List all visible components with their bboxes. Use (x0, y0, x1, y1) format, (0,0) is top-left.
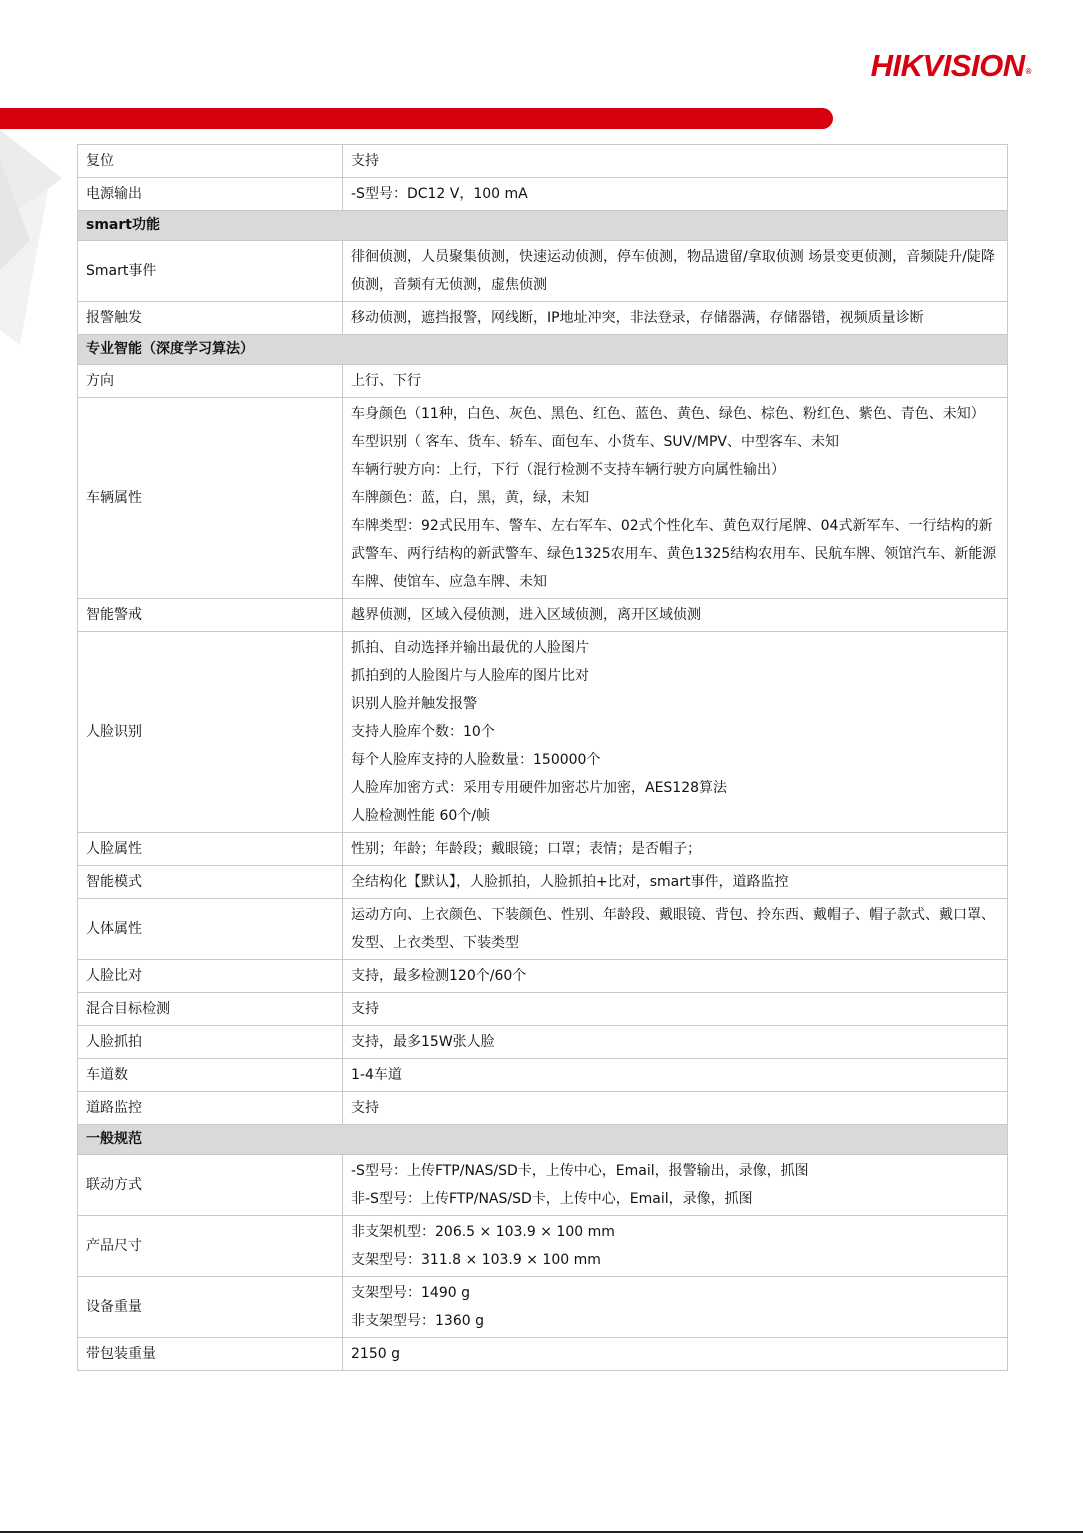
spec-key: 电源输出 (78, 178, 343, 211)
spec-value-line: 车牌类型：92式民用车、警车、左右军车、02式个性化车、黄色双行尾牌、04式新军车、一行结构的新武警车、两行结构的新武警车、绿色1325农用车、黄色1325结构农用车、民航车牌、领馆汽车、新能源车牌、使馆车、应急车牌、未知 (351, 518, 997, 590)
table-row (78, 1277, 1008, 1338)
spec-key: 人脸抓拍 (78, 1026, 343, 1059)
spec-key: Smart事件 (78, 241, 343, 302)
spec-key: 车辆属性 (78, 398, 343, 599)
header-red-bar (0, 108, 833, 129)
spec-value-line: 支架型号：311.8 × 103.9 × 100 mm (351, 1252, 601, 1268)
table-row (78, 145, 1008, 178)
spec-key: 方向 (78, 365, 343, 398)
spec-value (343, 632, 1008, 833)
spec-value-line: 每个人脸库支持的人脸数量：150000个 (351, 752, 601, 768)
table-row (78, 1155, 1008, 1216)
section-title: smart功能 (78, 211, 1008, 241)
spec-value-line: 识别人脸并触发报警 (351, 696, 477, 712)
spec-key: 人脸属性 (78, 833, 343, 866)
spec-value (343, 398, 1008, 599)
spec-value-line: 车型识别（ 客车、货车、轿车、面包车、小货车、SUV/MPV、中型客车、未知 (351, 434, 839, 450)
spec-value (343, 833, 1008, 866)
table-row (78, 599, 1008, 632)
hikvision-logo: HIKVISION® (870, 48, 1031, 83)
spec-value (343, 1216, 1008, 1277)
spec-value (343, 145, 1008, 178)
spec-value-line: 非支架机型：206.5 × 103.9 × 100 mm (351, 1224, 615, 1240)
table-row (78, 398, 1008, 599)
spec-value (343, 599, 1008, 632)
spec-value-line: 车身颜色（11种，白色、灰色、黑色、红色、蓝色、黄色、绿色、棕色、粉红色、紫色、青色、未知） (351, 406, 985, 422)
spec-key: 人脸比对 (78, 960, 343, 993)
spec-value (343, 993, 1008, 1026)
spec-value (343, 1155, 1008, 1216)
table-row (78, 1026, 1008, 1059)
decorative-star-shape (0, 120, 80, 350)
spec-value-line: 支持 (351, 1100, 379, 1116)
spec-value-line: 全结构化【默认】，人脸抓拍，人脸抓拍+比对，smart事件，道路监控 (351, 874, 789, 890)
table-row (78, 833, 1008, 866)
table-row (78, 960, 1008, 993)
spec-value (343, 1026, 1008, 1059)
table-row (78, 1059, 1008, 1092)
spec-key: 联动方式 (78, 1155, 343, 1216)
table-row (78, 365, 1008, 398)
spec-value-line: 支持 (351, 1001, 379, 1017)
spec-key: 人脸识别 (78, 632, 343, 833)
table-row (78, 899, 1008, 960)
spec-table (77, 144, 1008, 1371)
spec-value-line: 上行、下行 (351, 373, 421, 389)
spec-value-line: -S型号：上传FTP/NAS/SD卡，上传中心，Email，报警输出，录像，抓图 (351, 1163, 809, 1179)
spec-value-line: 性别；年龄；年龄段；戴眼镜；口罩；表情；是否帽子； (351, 841, 701, 857)
table-row (78, 1216, 1008, 1277)
spec-value-line: 人脸库加密方式：采用专用硬件加密芯片加密，AES128算法 (351, 780, 728, 796)
spec-value-line: 徘徊侦测，人员聚集侦测，快速运动侦测，停车侦测，物品遗留/拿取侦测 场景变更侦测，音频陡升/陡降侦测，音频有无侦测，虚焦侦测 (351, 249, 995, 293)
section-title: 一般规范 (78, 1125, 1008, 1155)
spec-value-line: 抓拍、自动选择并输出最优的人脸图片 (351, 640, 589, 656)
spec-key: 车道数 (78, 1059, 343, 1092)
spec-key: 人体属性 (78, 899, 343, 960)
spec-value (343, 1277, 1008, 1338)
spec-value-line: 支持，最多检测120个/60个 (351, 968, 527, 984)
spec-value (343, 899, 1008, 960)
spec-key: 带包装重量 (78, 1338, 343, 1371)
spec-value (343, 241, 1008, 302)
section-title: 专业智能（深度学习算法） (78, 335, 1008, 365)
spec-key: 道路监控 (78, 1092, 343, 1125)
spec-value-line: 人脸检测性能 60个/帧 (351, 808, 490, 824)
spec-value (343, 1092, 1008, 1125)
spec-value-line: 抓拍到的人脸图片与人脸库的图片比对 (351, 668, 589, 684)
spec-value (343, 178, 1008, 211)
spec-value-line: 1-4车道 (351, 1067, 402, 1083)
table-row (78, 993, 1008, 1026)
spec-value (343, 302, 1008, 335)
table-row (78, 178, 1008, 211)
spec-value-line: 支持人脸库个数：10个 (351, 724, 495, 740)
spec-value-line: 运动方向、上衣颜色、下装颜色、性别、年龄段、戴眼镜、背包、拎东西、戴帽子、帽子款式、戴口罩、发型、上衣类型、下装类型 (351, 907, 995, 951)
table-row (78, 632, 1008, 833)
table-row (78, 1092, 1008, 1125)
spec-value-line: 车辆行驶方向：上行，下行（混行检测不支持车辆行驶方向属性输出） (351, 462, 785, 478)
spec-value-line: -S型号：DC12 V，100 mA (351, 186, 528, 202)
table-row (78, 241, 1008, 302)
footer-line (0, 1531, 1083, 1533)
spec-value-line: 车牌颜色：蓝，白，黑，黄，绿，未知 (351, 490, 589, 506)
spec-value-line: 支持 (351, 153, 379, 169)
spec-value (343, 365, 1008, 398)
table-row (78, 302, 1008, 335)
spec-key: 智能模式 (78, 866, 343, 899)
table-row (78, 866, 1008, 899)
table-row (78, 1338, 1008, 1371)
spec-key: 设备重量 (78, 1277, 343, 1338)
spec-value (343, 866, 1008, 899)
section-header (78, 211, 1008, 241)
spec-key: 报警触发 (78, 302, 343, 335)
spec-value (343, 1338, 1008, 1371)
spec-value (343, 960, 1008, 993)
spec-value-line: 移动侦测，遮挡报警，网线断，IP地址冲突，非法登录，存储器满，存储器错，视频质量诊断 (351, 310, 924, 326)
spec-value-line: 非-S型号：上传FTP/NAS/SD卡，上传中心，Email，录像，抓图 (351, 1191, 753, 1207)
spec-key: 混合目标检测 (78, 993, 343, 1026)
spec-value-line: 支持，最多15W张人脸 (351, 1034, 495, 1050)
spec-key: 复位 (78, 145, 343, 178)
spec-value-line: 非支架型号：1360 g (351, 1313, 484, 1329)
spec-value-line: 支架型号：1490 g (351, 1285, 470, 1301)
spec-value-line: 2150 g (351, 1346, 400, 1362)
section-header (78, 335, 1008, 365)
spec-value-line: 越界侦测，区域入侵侦测，进入区域侦测，离开区域侦测 (351, 607, 701, 623)
spec-key: 产品尺寸 (78, 1216, 343, 1277)
section-header (78, 1125, 1008, 1155)
spec-key: 智能警戒 (78, 599, 343, 632)
spec-value (343, 1059, 1008, 1092)
